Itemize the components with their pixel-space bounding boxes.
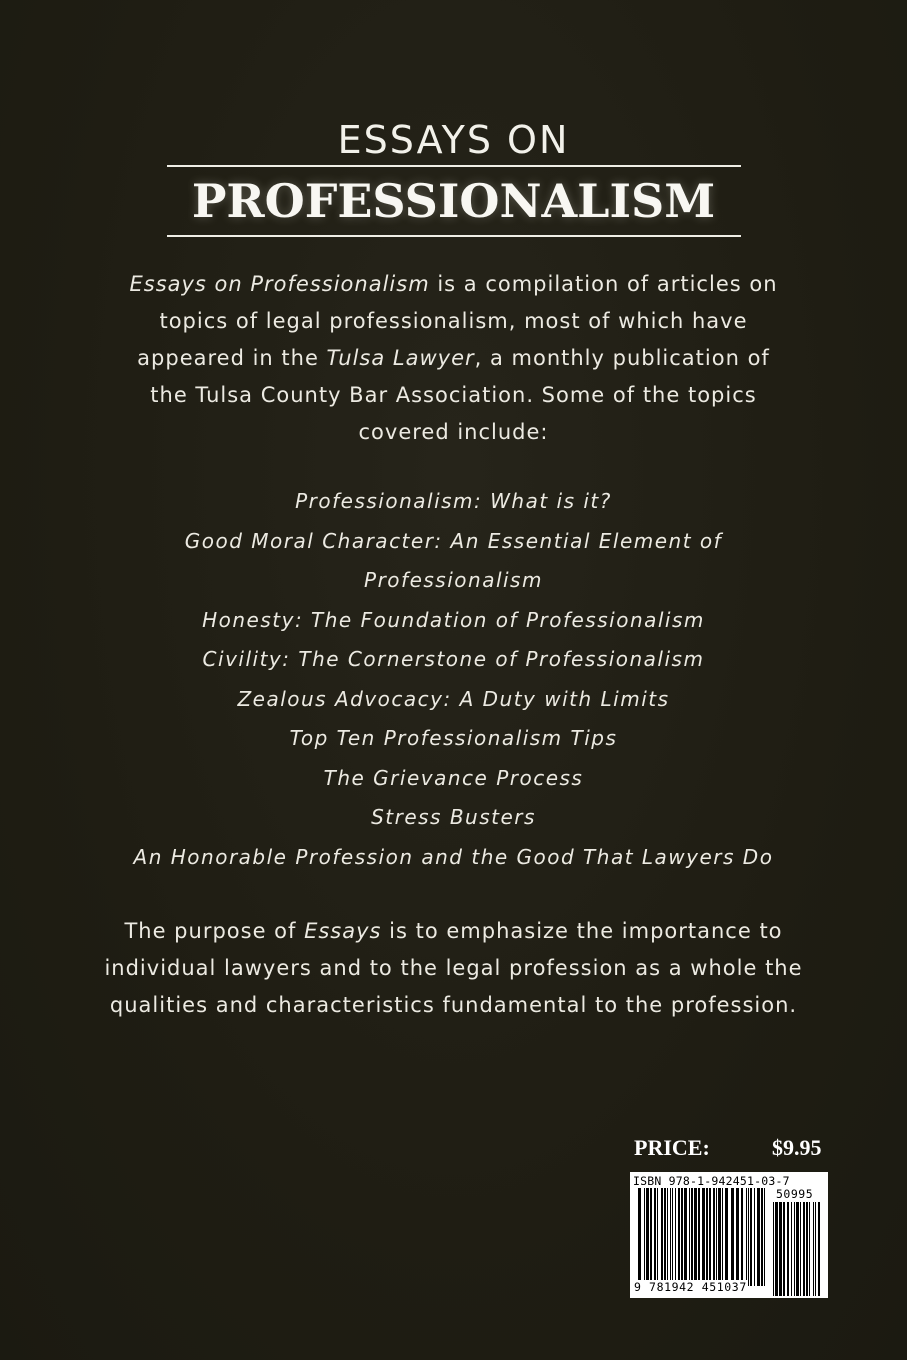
barcode-bar	[731, 1188, 734, 1286]
barcode-box	[630, 1172, 828, 1298]
barcode-bar	[773, 1202, 774, 1296]
addon-barcode-icon	[773, 1202, 823, 1296]
barcode-bar	[644, 1188, 645, 1286]
barcode-bar	[694, 1188, 697, 1286]
price-value: $9.95	[772, 1135, 822, 1160]
topic-item: Professionalism: What is it?	[295, 489, 612, 513]
barcode-bar	[736, 1188, 739, 1286]
barcode-bar	[702, 1188, 705, 1286]
barcode-bar	[818, 1202, 820, 1296]
title-rule-top	[167, 165, 741, 167]
topic-item: Good Moral Character: An Essential Element of	[184, 528, 723, 553]
barcode-bar	[813, 1202, 814, 1296]
barcode-bar	[783, 1202, 785, 1296]
addon-number: 50995	[776, 1187, 814, 1201]
barcode-bar	[775, 1202, 778, 1296]
barcode-bar	[748, 1188, 749, 1286]
purpose-text-b: is to emphasize the importance to individual lawyers and to the legal profession as a whole the qualities and characteristics fundamental to the profession.	[104, 919, 803, 1017]
intro-italic-publication: Tulsa Lawyer	[326, 346, 475, 370]
barcode-bar	[761, 1188, 763, 1286]
topic-item: Civility: The Cornerstone of Professionalism	[202, 647, 705, 671]
topic-item: The Grievance Process	[323, 765, 584, 790]
purpose-italic: Essays	[304, 919, 382, 943]
topic-item: Top Ten Professionalism Tips	[289, 726, 618, 750]
barcode-bar	[709, 1188, 711, 1286]
topic-item: Professionalism	[364, 568, 543, 592]
barcode-bar	[754, 1188, 755, 1286]
isbn-text: ISBN 978-1-942451-03-7	[633, 1174, 790, 1188]
barcode-bar	[800, 1202, 801, 1296]
title-line-2: PROFESSIONALISM	[191, 174, 716, 228]
topic-item: Honesty: The Foundation of Professionalism	[202, 607, 705, 632]
barcode-bar	[654, 1188, 656, 1286]
barcode-bar	[787, 1202, 789, 1296]
topic-item: Stress Busters	[371, 805, 536, 829]
topic-item: Zealous Advocacy: A Duty with Limits	[237, 686, 670, 711]
barcode-bar	[664, 1188, 666, 1286]
barcode-icon	[638, 1188, 766, 1286]
title-block	[0, 118, 907, 237]
barcode-bar	[750, 1188, 752, 1286]
barcode-bar	[779, 1202, 782, 1296]
barcode-bar	[746, 1188, 747, 1286]
barcode-bar	[681, 1188, 683, 1286]
title-rule-bottom	[167, 235, 741, 237]
intro-italic-lead: Essays on Professionalism	[129, 272, 430, 296]
intro-paragraph	[120, 266, 787, 451]
topics-list	[60, 482, 847, 877]
intro-text-a: is a compilation of articles on topics of legal professionalism, most of which have appeared in the	[137, 272, 778, 370]
barcode-bar	[794, 1202, 795, 1296]
barcode-bar	[661, 1188, 663, 1286]
barcode-bar	[718, 1188, 721, 1286]
title-line-1: ESSAYS ON	[337, 118, 570, 162]
barcode-bar	[691, 1188, 693, 1286]
barcode-bar	[706, 1188, 708, 1286]
barcode-bar	[725, 1188, 728, 1286]
barcode-bar	[650, 1188, 652, 1286]
barcode-bar	[815, 1202, 816, 1296]
barcode-bar	[806, 1202, 808, 1296]
barcode-bar	[670, 1188, 671, 1286]
barcode-bar	[757, 1188, 760, 1286]
barcode-bar	[689, 1188, 690, 1286]
barcode-bar	[796, 1202, 799, 1296]
barcode-bar	[764, 1188, 765, 1286]
barcode-bar	[646, 1188, 649, 1286]
ean-digits: 9 781942 451037	[634, 1280, 747, 1294]
barcode-bar	[684, 1188, 687, 1286]
barcode-bar	[791, 1202, 792, 1296]
purpose-text-a: The purpose of	[124, 919, 305, 943]
barcode-bar	[722, 1188, 723, 1286]
barcode-bar	[672, 1188, 673, 1286]
barcode-bar	[678, 1188, 680, 1286]
topic-item: An Honorable Profession and the Good That Lawyers Do	[133, 844, 774, 869]
price-label: PRICE:	[634, 1135, 710, 1160]
barcode-bar	[638, 1188, 641, 1286]
barcode-bar	[809, 1202, 810, 1296]
barcode-bar	[675, 1188, 676, 1286]
barcode-bar	[803, 1202, 805, 1296]
barcode-bar	[713, 1188, 715, 1286]
barcode-bar	[657, 1188, 658, 1286]
barcode-bar	[741, 1188, 743, 1286]
barcode-bar	[716, 1188, 717, 1286]
barcode-bar	[667, 1188, 668, 1286]
intro-text-b: , a monthly publication of the Tulsa County Bar Association. Some of the topics covered include:	[150, 346, 770, 444]
purpose-paragraph	[100, 913, 807, 1024]
barcode-bar	[698, 1188, 700, 1286]
